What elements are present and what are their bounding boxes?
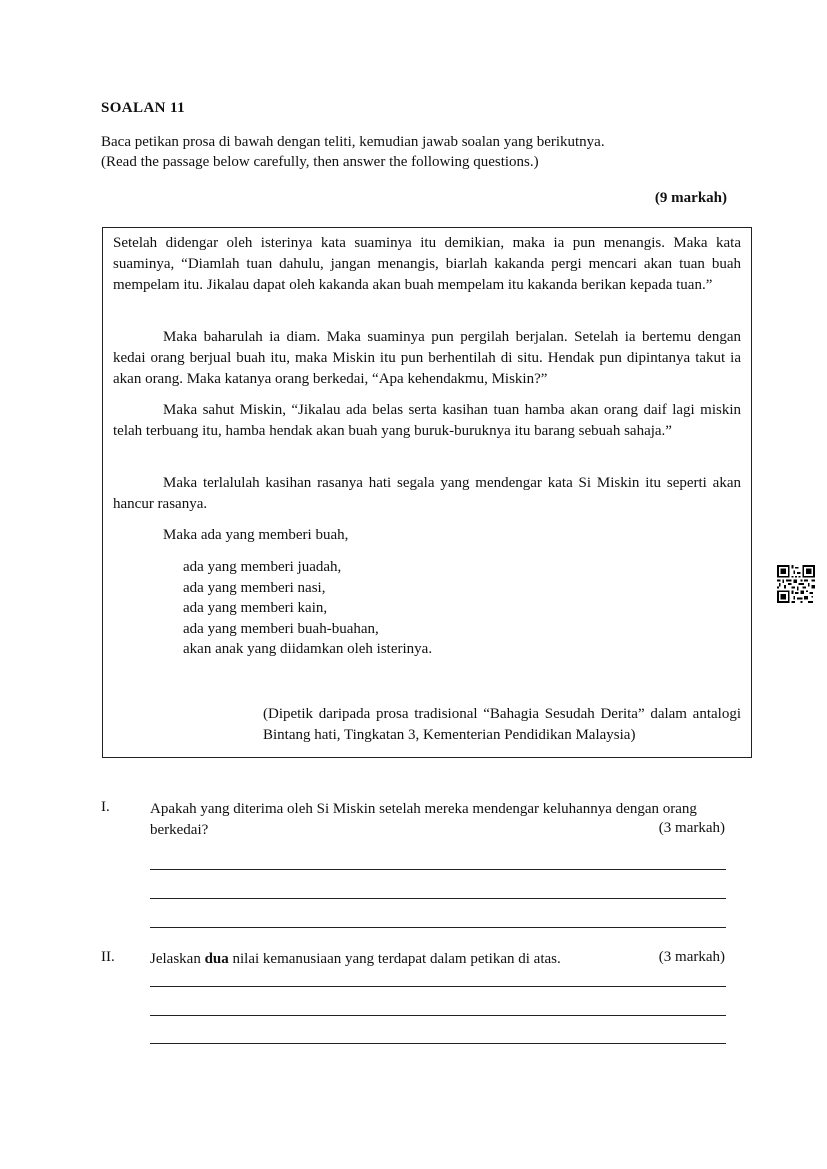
question-2-marks: (3 markah) — [658, 949, 725, 965]
question-1-marks: (3 markah) — [658, 820, 725, 836]
answer-line[interactable] — [150, 869, 726, 870]
verse-line: akan anak yang diidamkan oleh isterinya. — [183, 641, 433, 657]
question-2-emphasis: dua — [204, 951, 229, 967]
qr-code-icon[interactable] — [777, 565, 815, 603]
answer-line[interactable] — [150, 1015, 726, 1016]
verse-line: ada yang memberi juadah, — [183, 559, 342, 575]
question-2-text-start: Jelaskan — [150, 951, 205, 967]
question-2-text — [150, 949, 725, 970]
passage-paragraph-1: Setelah didengar oleh isterinya kata suaminya itu demikian, maka ia pun menangis. Maka kata suaminya, “Diamlah tuan dahulu, jangan menangis, biarlah kakanda pergi mencari akan tuan buah mempelam itu. Jikalau dapat oleh kakanda akan buah mempelam itu kakanda berikan kepada tuan.” — [113, 235, 741, 293]
answer-line[interactable] — [150, 1043, 726, 1044]
instruction-malay: Baca petikan prosa di bawah dengan teliti, kemudian jawab soalan yang berikutnya. — [101, 134, 605, 150]
total-marks: (9 markah) — [654, 190, 727, 206]
passage-paragraph-4: Maka terlalulah kasihan rasanya hati segala yang mendengar kata Si Miskin itu seperti akan hancur rasanya. — [113, 475, 741, 512]
verse-line: ada yang memberi nasi, — [183, 580, 326, 596]
passage-paragraph-3: Maka sahut Miskin, “Jikalau ada belas serta kasihan tuan hamba akan orang daif lagi miskin telah terbuang itu, hamba hendak akan buah yang buruk-buruknya itu barang sebuah sahaja.” — [113, 402, 741, 439]
instruction-english: (Read the passage below carefully, then answer the following questions.) — [101, 154, 539, 170]
question-2-number: II. — [101, 949, 115, 965]
answer-line[interactable] — [150, 986, 726, 987]
passage-paragraph-2: Maka baharulah ia diam. Maka suaminya pun pergilah berjalan. Setelah ia bertemu dengan kedai orang berjual buah itu, maka Miskin itu pun berhentilah di situ. Hendak pun dipintanya takut ia akan orang. Maka katanya orang berkedai, “Apa kehendakmu, Miskin?” — [113, 329, 741, 387]
question-2-text-end: nilai kemanusiaan yang terdapat dalam petikan di atas. — [228, 951, 561, 967]
passage-paragraph-5: Maka ada yang memberi buah, — [163, 527, 349, 543]
answer-line[interactable] — [150, 927, 726, 928]
question-1-number: I. — [101, 799, 110, 815]
question-1-text: Apakah yang diterima oleh Si Miskin setelah mereka mendengar keluhannya dengan orang berkedai? — [150, 801, 697, 838]
passage-citation: (Dipetik daripada prosa tradisional “Bahagia Sesudah Derita” dalam antalogi Bintang hati, Tingkatan 3, Kementerian Pendidikan Malaysia) — [263, 706, 741, 743]
verse-line: ada yang memberi kain, — [183, 600, 328, 616]
question-heading: SOALAN 11 — [101, 100, 186, 116]
verse-line: ada yang memberi buah-buahan, — [183, 621, 379, 637]
answer-line[interactable] — [150, 898, 726, 899]
